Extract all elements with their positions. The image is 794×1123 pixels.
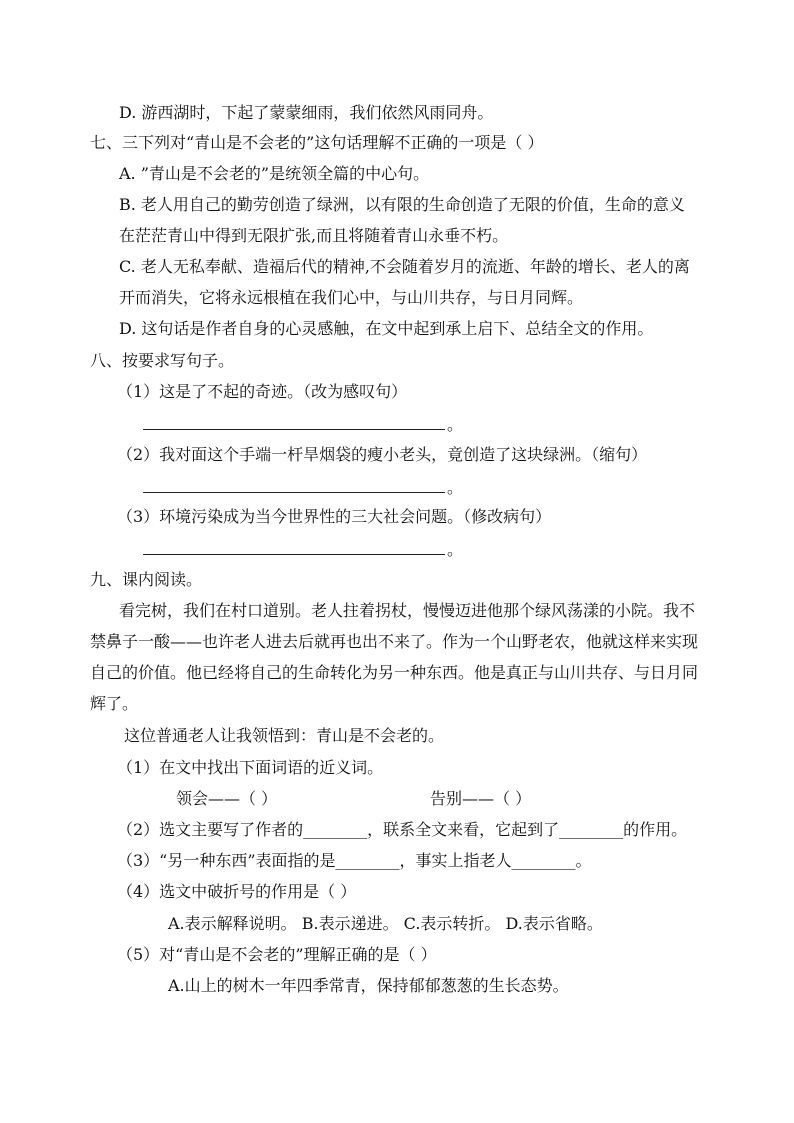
q8-sentence-3: （3）环境污染成为当今世界性的三大社会问题。（修改病句） xyxy=(117,507,552,526)
q7-option-b-line1: B. 老人用自己的勤劳创造了绿洲，以有限的生命创造了无限的价值，生命的意义 xyxy=(119,195,685,214)
q9-passage-line-3: 自己的价值。他已经将自己的生命转化为另一种东西。他是真正与山川共存、与日月同 xyxy=(90,663,699,682)
answer-blank[interactable] xyxy=(143,538,445,555)
q7-option-d: D. 这句话是作者自身的心灵感触，在文中起到承上启下、总结全文的作用。 xyxy=(119,319,654,338)
q8-sentence-1: （1）这是了不起的奇迹。（改为感叹句） xyxy=(117,382,408,401)
q9-passage-line-4: 辉了。 xyxy=(90,694,139,713)
q9-title: 九、课内阅读。 xyxy=(90,570,203,589)
q9-subquestion-5-option-a: A.山上的树木一年四季常青，保持郁郁葱葱的生长态势。 xyxy=(168,976,569,995)
q9-passage-line-5: 这位普通老人让我领悟到：青山是不会老的。 xyxy=(124,726,445,745)
q7-option-b-line2: 在茫茫青山中得到无限扩张,而且将随着青山永垂不朽。 xyxy=(119,226,509,245)
q9-subquestion-5: （5）对“青山是不会老的”理解正确的是（ ） xyxy=(117,945,437,964)
q9-subquestion-1: （1）在文中找出下面词语的近义词。 xyxy=(117,758,384,777)
q8-sentence-2: （2）我对面这个手端一杆旱烟袋的瘦小老头，竟创造了这块绿洲。（缩句） xyxy=(117,445,648,464)
q8-answer-line-1 xyxy=(143,413,463,435)
q7-title: 七、三下列对“青山是不会老的”这句话理解不正确的一项是（ ） xyxy=(90,133,544,152)
q9-passage-line-1: 看完树，我们在村口道别。老人拄着拐杖，慢慢迈进他那个绿风荡漾的小院。我不 xyxy=(119,601,696,620)
q7-option-c-line1: C. 老人无私奉献、造福后代的精神,不会随着岁月的流逝、年龄的增长、老人的离 xyxy=(119,257,690,276)
period: 。 xyxy=(447,540,464,559)
q8-title: 八、按要求写句子。 xyxy=(90,351,235,370)
q9-subquestion-4-options: A.表示解释说明。 B.表示递进。 C.表示转折。 D.表示省略。 xyxy=(168,914,603,933)
answer-blank[interactable] xyxy=(143,413,445,430)
q8-answer-line-2 xyxy=(143,476,463,498)
q7-option-c-line2: 开而消失，它将永远根植在我们心中，与山川共存，与日月同辉。 xyxy=(119,288,584,307)
q9-subquestion-4: （4）选文中破折号的作用是（ ） xyxy=(117,882,357,901)
q6-option-d: D. 游西湖时，下起了蒙蒙细雨，我们依然风雨同舟。 xyxy=(119,103,494,122)
q9-subquestion-2: （2）选文主要写了作者的________，联系全文来看，它起到了________的作用。 xyxy=(117,820,688,839)
period: 。 xyxy=(447,415,464,434)
q9-subquestion-3: （3）“另一种东西”表面指的是________，事实上指老人________。 xyxy=(117,851,592,870)
q9-subquestion-1-word-a: 领会——（ ） xyxy=(176,789,278,808)
q9-passage-line-2: 禁鼻子一酸——也许老人进去后就再也出不来了。作为一个山野老农，他就这样来实现 xyxy=(90,632,699,651)
answer-blank[interactable] xyxy=(143,476,445,493)
q9-subquestion-1-word-b: 告别——（ ） xyxy=(430,789,532,808)
q8-answer-line-3 xyxy=(143,538,463,560)
period: 。 xyxy=(447,478,464,497)
q7-option-a: A. ”青山是不会老的”是统领全篇的中心句。 xyxy=(119,164,430,183)
